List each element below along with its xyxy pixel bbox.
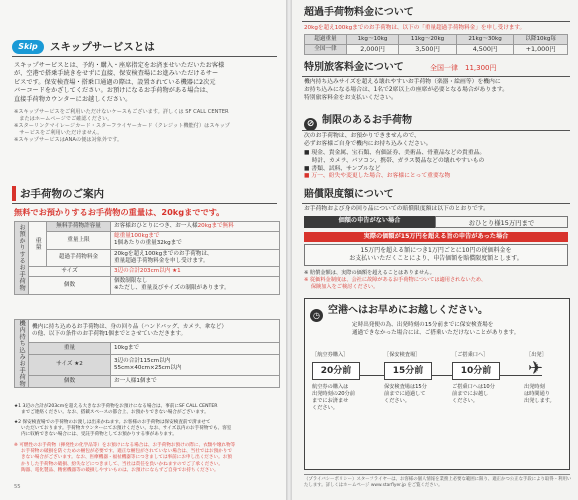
- allowance-label: 無料手荷物許容量: [47, 222, 111, 232]
- airplane-icon: ✈: [528, 358, 544, 379]
- right-page: [292, 0, 578, 500]
- allowance-value: お客様おひとりにつき、お一人様20kgまで無料: [111, 222, 280, 232]
- baggage-divider: [12, 203, 277, 204]
- step-desc-security: 保安検査場は15分 前までに通過して ください。: [384, 384, 427, 404]
- special-fare-price: 全国一律 11,300円: [430, 64, 497, 72]
- baggage-title: お手荷物のご案内: [20, 188, 104, 200]
- restricted-items: ■ 現金、貴金属、宝石類、有価証券、美術品、骨董品などの貴重品。 時計、カメラ、パソコン、携帯、ガラス製品などの壊れやすいもの ■ 書類、試料、サンプルなど ■ 万一、紛失や変更した場合、お客様にとって重要な物: [304, 150, 486, 180]
- liability-notes: ※ 賠償金額は、実際の価額を超えることはありません。 ※ 従価料金制度は、会社に故障があるお手荷物については適用されないため、 保険加入をご検討ください。: [304, 270, 487, 291]
- privacy-footer: （プライバシーポリシー）スターフライヤーは、お客様の個人情報を業務上必要な範囲に限り、適正かつ公正な手段により取得・利用いたします。詳しくはホームページ www.starflyer.jp をご覧ください。: [304, 477, 572, 488]
- special-divider: [302, 76, 570, 77]
- liability-row: 価額の申告がない場合 おひとり様15万円まで: [304, 216, 568, 228]
- carryon-baggage-table: 機内持ち込みお手荷物 機内に持ち込めるお手荷物は、身の回り品（ハンドバッグ、カメラ、傘など） の他、以下の条件のお手荷物1個までとさせていただきます。 重量 10kgまで サイズ ★2 3辺の合計115cm以内 55cm×40cm×25cm以内 個数 お一人様1個まで: [14, 319, 280, 388]
- restricted-title: 制限のあるお手荷物: [322, 115, 412, 126]
- restricted-icon: ⊘: [304, 114, 317, 133]
- fee-title: 超過手荷物料金について: [304, 7, 414, 18]
- skip-logo: Skip: [12, 40, 44, 54]
- title-divider: [12, 56, 277, 57]
- fee-divider: [302, 21, 570, 22]
- page-number-left: 55: [14, 484, 21, 490]
- step-time-10: 10分前: [452, 362, 500, 380]
- footer-divider: [304, 474, 570, 475]
- checked-baggage-table: お預かりするお手荷物 重量 無料手荷物許容量 お客様おひとりにつき、お一人様20kgまで無料 重量上限 総重量100kgまで 1個あたりの重量32kgまで 超過手荷物料金 20kgを超え100kgまでのお手荷物は、 重量超過手荷物料金を申し受けます。 サイズ 3辺の合計203cm以内 ★1 個数 個数制限なし ※ただし、重量及びサイズの制限があります。: [14, 221, 280, 295]
- step-desc-departure: 出発時刻 は時間通り 出発します。: [524, 384, 555, 404]
- step-desc-gate: ご搭乗口へは10分 前までにお越し ください。: [452, 384, 495, 404]
- special-fare-desc: 機内持ち込みサイズを超える壊れやすいお手荷物（楽器・絵画等）を機内に お持ち込みになる場合は、1名で2席以上の座席が必要となる場合があります。 特別旅客料金をお支払いください。: [304, 79, 509, 101]
- section-marker: [12, 186, 16, 201]
- liability-declared-bar: 実際の価額が15万円を超える旨の申告があった場合: [304, 232, 568, 242]
- footnote-3: ※ 可燃性のお手荷物（揮発性の化学品等）をお預けになる場合は、お手荷物お預けの際に、衣類や壊れ物等 お手荷物の破損を防ぐための梱包が必要です。適正な梱包がされていない場合は、当社ではお預かりで きない場合がございます。なお、医療機器・福祉機器等につきましては事前にお申し出ください。お預 かりした手荷物の破損、紛失などにつきまして、当社は責任を負いかねますのでご了承ください。 陶器、電化製品、精密機器等の破損しやすいものは、お預けにならずご自身でお持ちください。: [14, 443, 236, 473]
- left-page: [0, 0, 286, 500]
- step-time-15: 15分前: [384, 362, 432, 380]
- liability-desc: お手荷物および身の回り品についての賠償限度額は以下のとおりです。: [304, 206, 489, 212]
- side-label-carryon: 機内持ち込みお手荷物: [15, 320, 29, 388]
- airport-title: 空港へはお早めにお越しください。: [328, 305, 488, 316]
- step-desc-purchase: 航空券の購入は 出発時刻の20分前 までにお済ませ ください。: [312, 384, 355, 411]
- side-label-checked: お預かりするお手荷物: [15, 222, 29, 295]
- step-time-20: 20分前: [312, 362, 360, 380]
- liability-declared-box: 15万円を超える額につき1万円ごとに10円の従価料金を お支払いいただくことにより、申告価額を賠償限度額とします。: [304, 244, 568, 266]
- clock-icon: ◷: [310, 305, 323, 324]
- restricted-desc: 次のお手荷物は、お預かりできませんので、 必ずお客様ご自身で機内にお持ち込みください。: [304, 133, 432, 147]
- footnote-1: ★1 3辺の合計が203cmを超える大きなお手荷物をお預けになる場合は、事前にSF CALL CENTER までご連絡ください。なお、搭載スペースの都合上、お預かりできない場合がございます。: [14, 404, 218, 416]
- special-fare-title: 特別旅客料金について: [304, 62, 404, 73]
- step-label-departure: ［出発］: [526, 352, 547, 358]
- restricted-divider: [302, 130, 570, 131]
- step-label-security: ［保安検査場］: [384, 352, 421, 358]
- airport-desc: 定時出発便の為、出発時刻の15分前までに保安検査場を 通過できなかった場合には、ご搭乗いただけないことがあります。: [352, 322, 520, 336]
- page-title: スキップサービスとは: [50, 41, 155, 53]
- step-label-gate: ［ご搭乗口へ］: [452, 352, 489, 358]
- skip-notes: ※スキップサービスをご利用いただけないケースもございます。詳しくは SF CALL CENTER またはホームページでご確認ください。 ※スターリンクマイレージカード・スターフライヤーカード（クレジット機能付）はスキップ サービスをご利用いただけません。 ※スキップサービスはANAの便は対象外です。: [14, 109, 230, 143]
- fee-table: 超過重量 1kg〜10kg 11kg〜20kg 21kg〜30kg 以降10kg毎 全国一律 2,000円 3,500円 4,500円 +1,000円: [304, 34, 568, 55]
- step-label-purchase: ［航空券購入］: [312, 352, 349, 358]
- liability-divider: [302, 203, 570, 204]
- footnote-2: ★2 保安検査場での手荷物のお渡しは出来かねます。お客様のお手荷物は保安検査前で済ませて いただいております。手荷物カウンターにてお預けください。なお、サイズ以内のお手荷物でも、客室 内に収納できない場合には、受託手荷物としてお預かりする事があります。: [14, 420, 232, 438]
- skip-intro: スキップサービスとは、予約・購入・座席指定をお済ませいただいたお客様 が、空港で搭乗手続きをせずに直接、保安検査場にお進みいただけるサー ビスです。保安検査場・搭乗口通過の際は、設置されている機器に2次元 バーコードをかざしてください。お預けになるお手荷物がある場合は、 直接手荷物カウンターにお越しください。: [14, 62, 225, 103]
- fee-subtitle: 20kgを超え100kgまでのお手荷物は、以下の「重量超過手荷物料金」を申し受けます。: [304, 25, 526, 31]
- liability-title: 賠償限度額について: [304, 189, 394, 200]
- free-allowance-line: 無料でお預かりするお手荷物の重量は、20kgまでです。: [14, 207, 225, 217]
